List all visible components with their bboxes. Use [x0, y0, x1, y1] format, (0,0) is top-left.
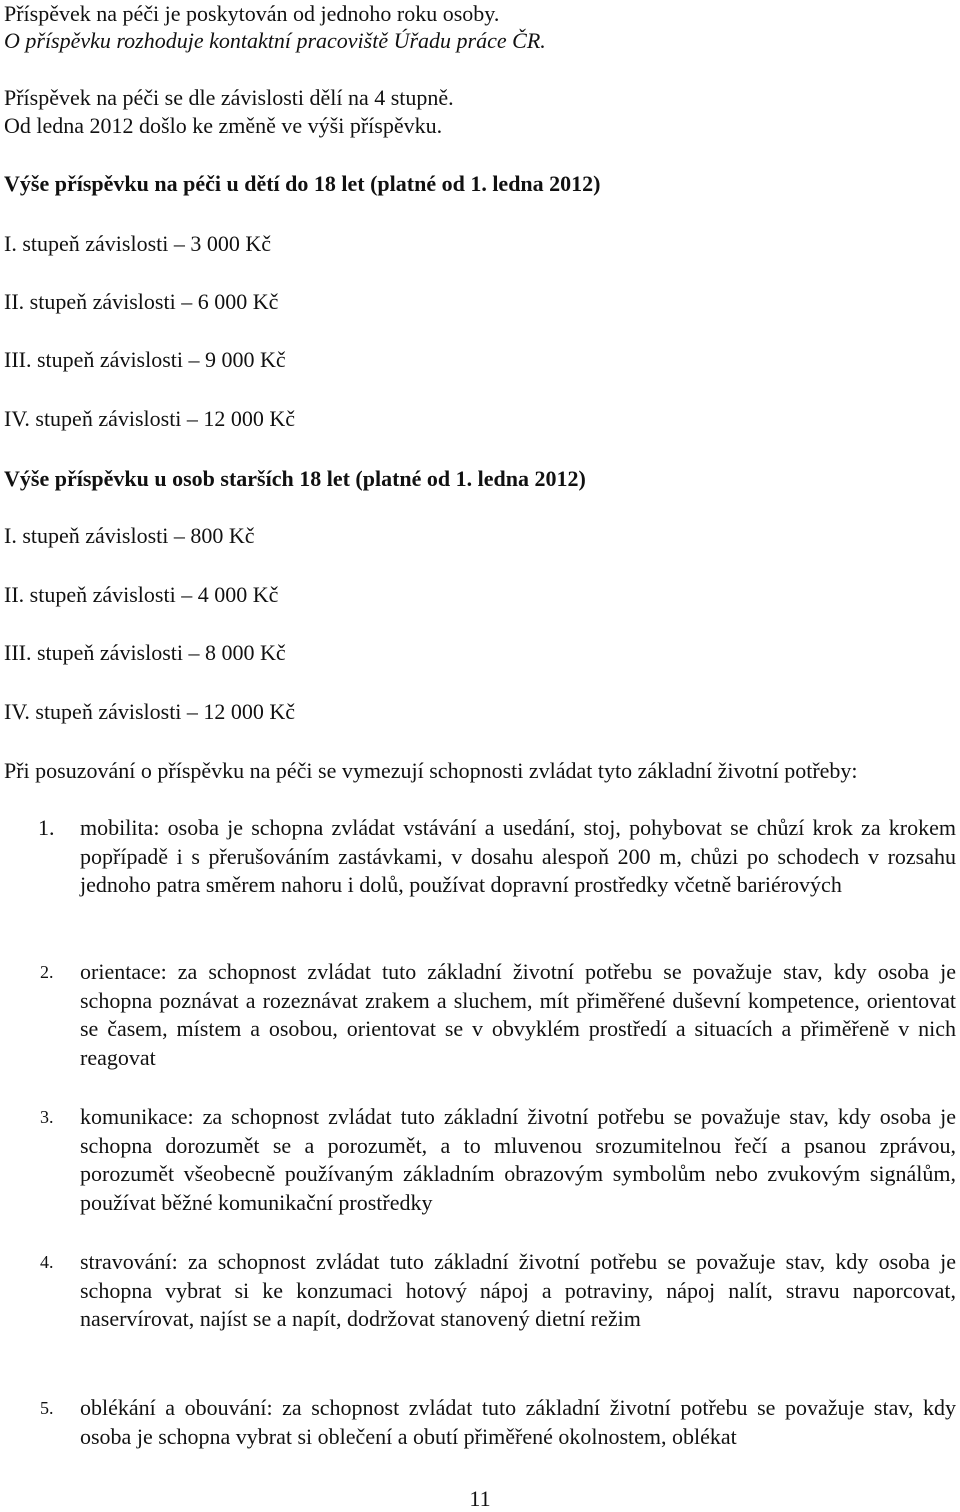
- adults-level-4: IV. stupeň závislosti – 12 000 Kč: [4, 699, 296, 724]
- list-item-text: oblékání a obouvání: za schopnost zvládat tuto základní životní potřebu se považuje stav, kdy osoba je schopna vybrat si oblečení a obutí přiměřené okolnostem, oblékat: [80, 1395, 956, 1449]
- adults-level-2: II. stupeň závislosti – 4 000 Kč: [4, 582, 279, 607]
- intro-line-2: O příspěvku rozhoduje kontaktní pracoviště Úřadu práce ČR.: [4, 28, 546, 53]
- list-item-text: orientace: za schopnost zvládat tuto základní životní potřebu se považuje stav, kdy osoba je schopna poznávat a rozeznávat zrakem a sluchem, mít přiměřené duševní kompetence, orientovat se časem, místem a osobou, orientovat se v obvyklém prostředí a situacích a přiměřeně v nich reagovat: [80, 959, 956, 1071]
- intro-line-3: Příspěvek na péči se dle závislosti dělí na 4 stupně.: [4, 85, 454, 110]
- adults-level-1: I. stupeň závislosti – 800 Kč: [4, 523, 255, 548]
- adults-level-3: III. stupeň závislosti – 8 000 Kč: [4, 640, 286, 665]
- list-item-text: mobilita: osoba je schopna zvládat vstávání a usedání, stoj, pohybovat se chůzí krok za krokem popřípadě i s přerušováním zastávkami, v dosahu alespoň 200 m, chůzi po schodech v rozsahu jednoho patra směrem nahoru i dolů, používat dopravní prostředky včetně bariérových: [80, 815, 956, 898]
- list-item-number: 1.: [38, 815, 55, 840]
- list-item: [0, 814, 956, 900]
- intro-line-1: Příspěvek na péči je poskytován od jednoho roku osoby.: [4, 1, 500, 26]
- page-number: 11: [469, 1486, 491, 1511]
- children-level-4: IV. stupeň závislosti – 12 000 Kč: [4, 406, 296, 431]
- list-item: [0, 1394, 956, 1451]
- list-item-text: stravování: za schopnost zvládat tuto základní životní potřebu se považuje stav, kdy osoba je schopna vybrat si ke konzumaci hotový nápoj a potraviny, nápoj nalít, stravu naporcovat, naservírovat, najíst se a napít, dodržovat stanovený dietní režim: [80, 1249, 956, 1332]
- list-item-text: komunikace: za schopnost zvládat tuto základní životní potřebu se považuje stav, kdy osoba je schopna dorozumět se a porozumět, a to mluvenou srozumitelnou řečí a psanou zprávou, porozumět všeobecně používaným základním obrazovým symbolům nebo zvukovým signálům, používat běžné komunikační prostředky: [80, 1104, 956, 1216]
- list-item-number: 4.: [40, 1252, 54, 1272]
- adults-heading: Výše příspěvku u osob starších 18 let (platné od 1. ledna 2012): [4, 466, 586, 491]
- needs-intro: Při posuzování o příspěvku na péči se vymezují schopnosti zvládat tyto základní životní potřeby:: [4, 758, 858, 783]
- list-item: [0, 1103, 956, 1218]
- list-item-number: 5.: [40, 1398, 54, 1418]
- list-item-number: 3.: [40, 1107, 54, 1127]
- children-level-3: III. stupeň závislosti – 9 000 Kč: [4, 347, 286, 372]
- list-item: [0, 1248, 956, 1334]
- children-level-2: II. stupeň závislosti – 6 000 Kč: [4, 289, 279, 314]
- intro-line-4: Od ledna 2012 došlo ke změně ve výši příspěvku.: [4, 113, 443, 138]
- list-item: [0, 958, 956, 1073]
- children-level-1: I. stupeň závislosti – 3 000 Kč: [4, 231, 272, 256]
- children-heading: Výše příspěvku na péči u dětí do 18 let (platné od 1. ledna 2012): [4, 171, 601, 196]
- list-item-number: 2.: [40, 962, 54, 982]
